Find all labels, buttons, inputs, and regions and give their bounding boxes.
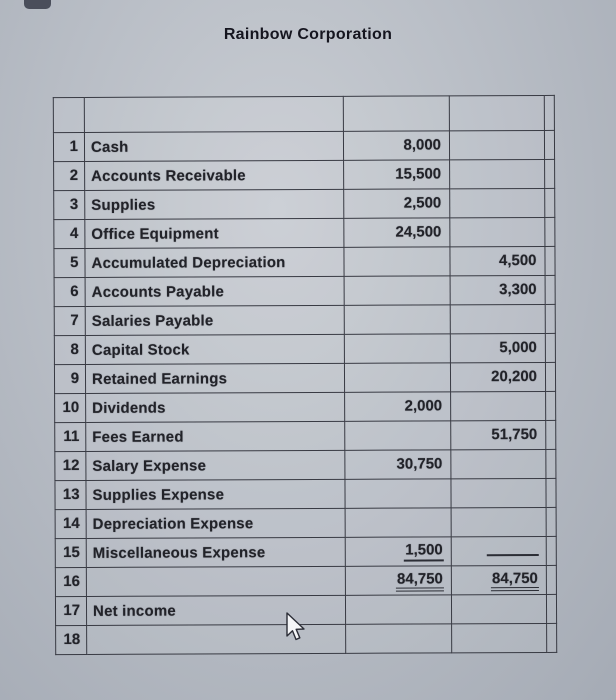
- debit-cell: [345, 508, 451, 537]
- credit-cell: [450, 159, 545, 188]
- account-name-cell: [86, 508, 345, 538]
- edge-cell: [546, 420, 556, 449]
- credit-amount: [537, 496, 539, 497]
- debit-cell: [344, 305, 450, 334]
- account-name: Accounts Receivable: [91, 166, 246, 185]
- row-number: 9: [70, 369, 80, 388]
- row-number-cell: [56, 625, 87, 654]
- account-name-cell: [85, 218, 344, 248]
- edge-cell: [546, 565, 556, 594]
- credit-cell: [451, 420, 546, 449]
- edge-cell: [545, 217, 555, 246]
- row-number-cell: [54, 248, 85, 277]
- credit-cell: [450, 188, 545, 217]
- trial-balance-sheet: [53, 95, 556, 655]
- account-name: Capital Stock: [91, 341, 190, 359]
- row-number: 18: [63, 630, 81, 649]
- debit-cell: [344, 189, 450, 218]
- debit-amount: 84,750: [396, 570, 444, 591]
- account-name-cell: [85, 247, 344, 277]
- row-number-cell: [54, 161, 85, 190]
- account-name-cell: [84, 131, 343, 161]
- edge-cell: [545, 304, 555, 333]
- row-number-cell: [55, 567, 86, 596]
- row-number: 11: [63, 427, 80, 446]
- debit-amount: [441, 323, 443, 324]
- debit-cell: [344, 218, 450, 247]
- debit-amount: [441, 439, 443, 440]
- debit-amount: 2,500: [403, 194, 442, 212]
- account-name-cell: [85, 305, 344, 335]
- row-number: 14: [62, 514, 80, 533]
- credit-amount: [537, 612, 539, 613]
- edge-cell: [546, 449, 556, 478]
- edge-cell: [546, 507, 556, 536]
- edge-cell: [545, 275, 555, 304]
- edge-cell: [546, 536, 556, 565]
- debit-amount: [441, 265, 443, 266]
- edge-cell: [545, 333, 555, 362]
- header-debit-cell: [343, 96, 449, 131]
- account-name-cell: [85, 363, 344, 393]
- row-number-cell: [54, 364, 85, 393]
- account-name: Salary Expense: [92, 456, 207, 475]
- photo-edge-mark: [24, 0, 51, 9]
- account-name-cell: [85, 189, 344, 219]
- row-number-cell: [54, 219, 85, 248]
- credit-cell: [450, 333, 545, 362]
- debit-amount: [442, 613, 444, 614]
- row-number-cell: [55, 596, 86, 625]
- credit-cell: [451, 565, 546, 594]
- credit-cell: [451, 478, 546, 507]
- debit-cell: [345, 566, 451, 595]
- credit-amount: 51,750: [491, 425, 538, 444]
- account-name-cell: [86, 595, 345, 625]
- account-name-cell: [87, 624, 346, 654]
- table-row: [55, 565, 556, 596]
- row-number: 15: [63, 543, 80, 562]
- account-name-cell: [86, 479, 345, 509]
- credit-cell: [450, 246, 545, 275]
- row-number: 4: [69, 224, 79, 243]
- edge-cell: [546, 478, 556, 507]
- account-name: Supplies: [91, 196, 156, 214]
- credit-amount: 3,300: [499, 280, 537, 299]
- row-number-cell: [54, 190, 85, 219]
- edge-cell: [546, 594, 556, 623]
- credit-cell: [451, 536, 546, 565]
- credit-amount: [536, 409, 538, 410]
- debit-cell: [345, 479, 451, 508]
- debit-cell: [346, 624, 452, 653]
- account-name: Accumulated Depreciation: [91, 253, 286, 272]
- account-name: Salaries Payable: [91, 311, 214, 330]
- credit-amount: 5,000: [499, 338, 537, 357]
- header-number-cell: [53, 97, 84, 132]
- debit-cell: [345, 595, 451, 624]
- credit-cell: [451, 449, 546, 478]
- account-name-cell: [86, 566, 345, 596]
- row-number: 13: [62, 485, 80, 504]
- credit-amount: 84,750: [491, 569, 539, 590]
- account-name-cell: [86, 392, 345, 422]
- row-number: 5: [70, 253, 79, 272]
- credit-cell: [452, 623, 547, 652]
- account-name: Net income: [92, 602, 176, 620]
- table-row: [54, 304, 555, 335]
- debit-amount: [441, 294, 443, 295]
- row-number-cell: [55, 509, 86, 538]
- debit-amount: [442, 642, 444, 643]
- row-number-cell: [54, 335, 85, 364]
- debit-amount: 8,000: [403, 136, 442, 154]
- row-number-cell: [55, 422, 86, 451]
- credit-cell: [449, 130, 544, 159]
- credit-cell: [450, 362, 545, 391]
- debit-cell: [345, 392, 451, 421]
- row-number: 2: [69, 166, 79, 185]
- row-number-cell: [54, 306, 85, 335]
- table-row: [54, 362, 555, 393]
- credit-cell: [451, 391, 546, 420]
- table-row: [56, 623, 557, 654]
- edge-cell: [544, 130, 554, 159]
- row-number: 17: [63, 601, 81, 620]
- edge-cell: [546, 391, 556, 420]
- debit-amount: [441, 381, 443, 382]
- worksheet-header: [53, 95, 554, 132]
- header-credit-cell: [449, 95, 544, 130]
- account-name: Fees Earned: [92, 428, 184, 446]
- credit-cell: [451, 507, 546, 536]
- debit-amount: [442, 526, 444, 527]
- table-row: [55, 478, 556, 509]
- account-name-cell: [86, 421, 345, 451]
- credit-amount: [537, 641, 539, 642]
- account-name: Depreciation Expense: [92, 514, 254, 533]
- table-row: [54, 188, 555, 219]
- debit-cell: [344, 160, 450, 189]
- debit-amount: 15,500: [395, 165, 442, 183]
- table-row: [55, 449, 556, 480]
- credit-amount: 4,500: [498, 251, 537, 270]
- account-name-cell: [85, 160, 344, 190]
- credit-cell: [451, 594, 546, 623]
- row-number-cell: [54, 277, 85, 306]
- credit-amount: [487, 542, 539, 555]
- debit-cell: [344, 276, 450, 305]
- edge-cell: [545, 362, 555, 391]
- header-account-cell: [84, 96, 343, 132]
- row-number-cell: [55, 538, 86, 567]
- edge-cell: [547, 623, 557, 652]
- edge-cell: [545, 246, 555, 275]
- row-number-cell: [55, 451, 86, 480]
- table-row: [54, 246, 555, 277]
- table-row: [55, 420, 556, 451]
- row-number: 6: [70, 282, 79, 301]
- row-number-cell: [53, 132, 84, 161]
- credit-amount: [535, 235, 537, 236]
- edge-cell: [545, 159, 555, 188]
- account-name: Miscellaneous Expense: [92, 543, 266, 562]
- row-number: 16: [63, 572, 80, 591]
- debit-cell: [345, 537, 451, 566]
- debit-amount: 2,000: [404, 397, 443, 415]
- debit-amount: 24,500: [395, 223, 442, 241]
- row-number-cell: [55, 480, 86, 509]
- account-name: Cash: [90, 138, 129, 156]
- row-number-cell: [55, 393, 86, 422]
- debit-amount: 1,500: [404, 541, 444, 561]
- table-row: [53, 130, 554, 161]
- debit-cell: [343, 131, 449, 160]
- worksheet-body: [53, 130, 556, 654]
- credit-amount: [537, 525, 539, 526]
- credit-amount: [535, 177, 537, 178]
- account-name-cell: [85, 334, 344, 364]
- row-number: 12: [62, 456, 80, 475]
- credit-amount: [535, 206, 537, 207]
- table-row: [55, 594, 556, 625]
- debit-cell: [345, 450, 451, 479]
- debit-cell: [344, 363, 450, 392]
- debit-cell: [344, 247, 450, 276]
- row-number: 3: [69, 195, 79, 214]
- debit-cell: [345, 421, 451, 450]
- account-name: Accounts Payable: [91, 282, 225, 301]
- edge-cell: [545, 188, 555, 217]
- page-title: Rainbow Corporation: [223, 26, 393, 43]
- table-row: [55, 507, 556, 538]
- account-name-cell: [86, 537, 345, 567]
- table-row: [54, 333, 555, 364]
- credit-amount: 20,200: [491, 367, 538, 386]
- row-number: 1: [69, 137, 79, 156]
- header-row: [53, 95, 554, 132]
- debit-amount: [442, 497, 444, 498]
- credit-amount: [536, 322, 538, 323]
- row-number: 8: [70, 340, 79, 359]
- table-row: [54, 217, 555, 248]
- table-row: [54, 159, 555, 190]
- account-name: Supplies Expense: [92, 485, 225, 504]
- account-name: Office Equipment: [91, 224, 219, 243]
- table-row: [55, 391, 556, 422]
- header-edge-cell: [544, 95, 554, 130]
- account-name: Retained Earnings: [91, 369, 228, 388]
- credit-cell: [450, 217, 545, 246]
- debit-amount: [441, 352, 443, 353]
- account-name-cell: [85, 276, 344, 306]
- table-row: [54, 275, 555, 306]
- table-row: [55, 536, 556, 567]
- trial-balance-table: [53, 95, 557, 655]
- credit-amount: [536, 467, 538, 468]
- account-name-cell: [86, 450, 345, 480]
- account-name: Dividends: [92, 399, 166, 417]
- credit-amount: [535, 148, 537, 149]
- row-number: 7: [70, 311, 79, 330]
- row-number: 10: [62, 398, 80, 417]
- credit-cell: [450, 304, 545, 333]
- credit-cell: [450, 275, 545, 304]
- debit-cell: [344, 334, 450, 363]
- debit-amount: 30,750: [396, 455, 443, 473]
